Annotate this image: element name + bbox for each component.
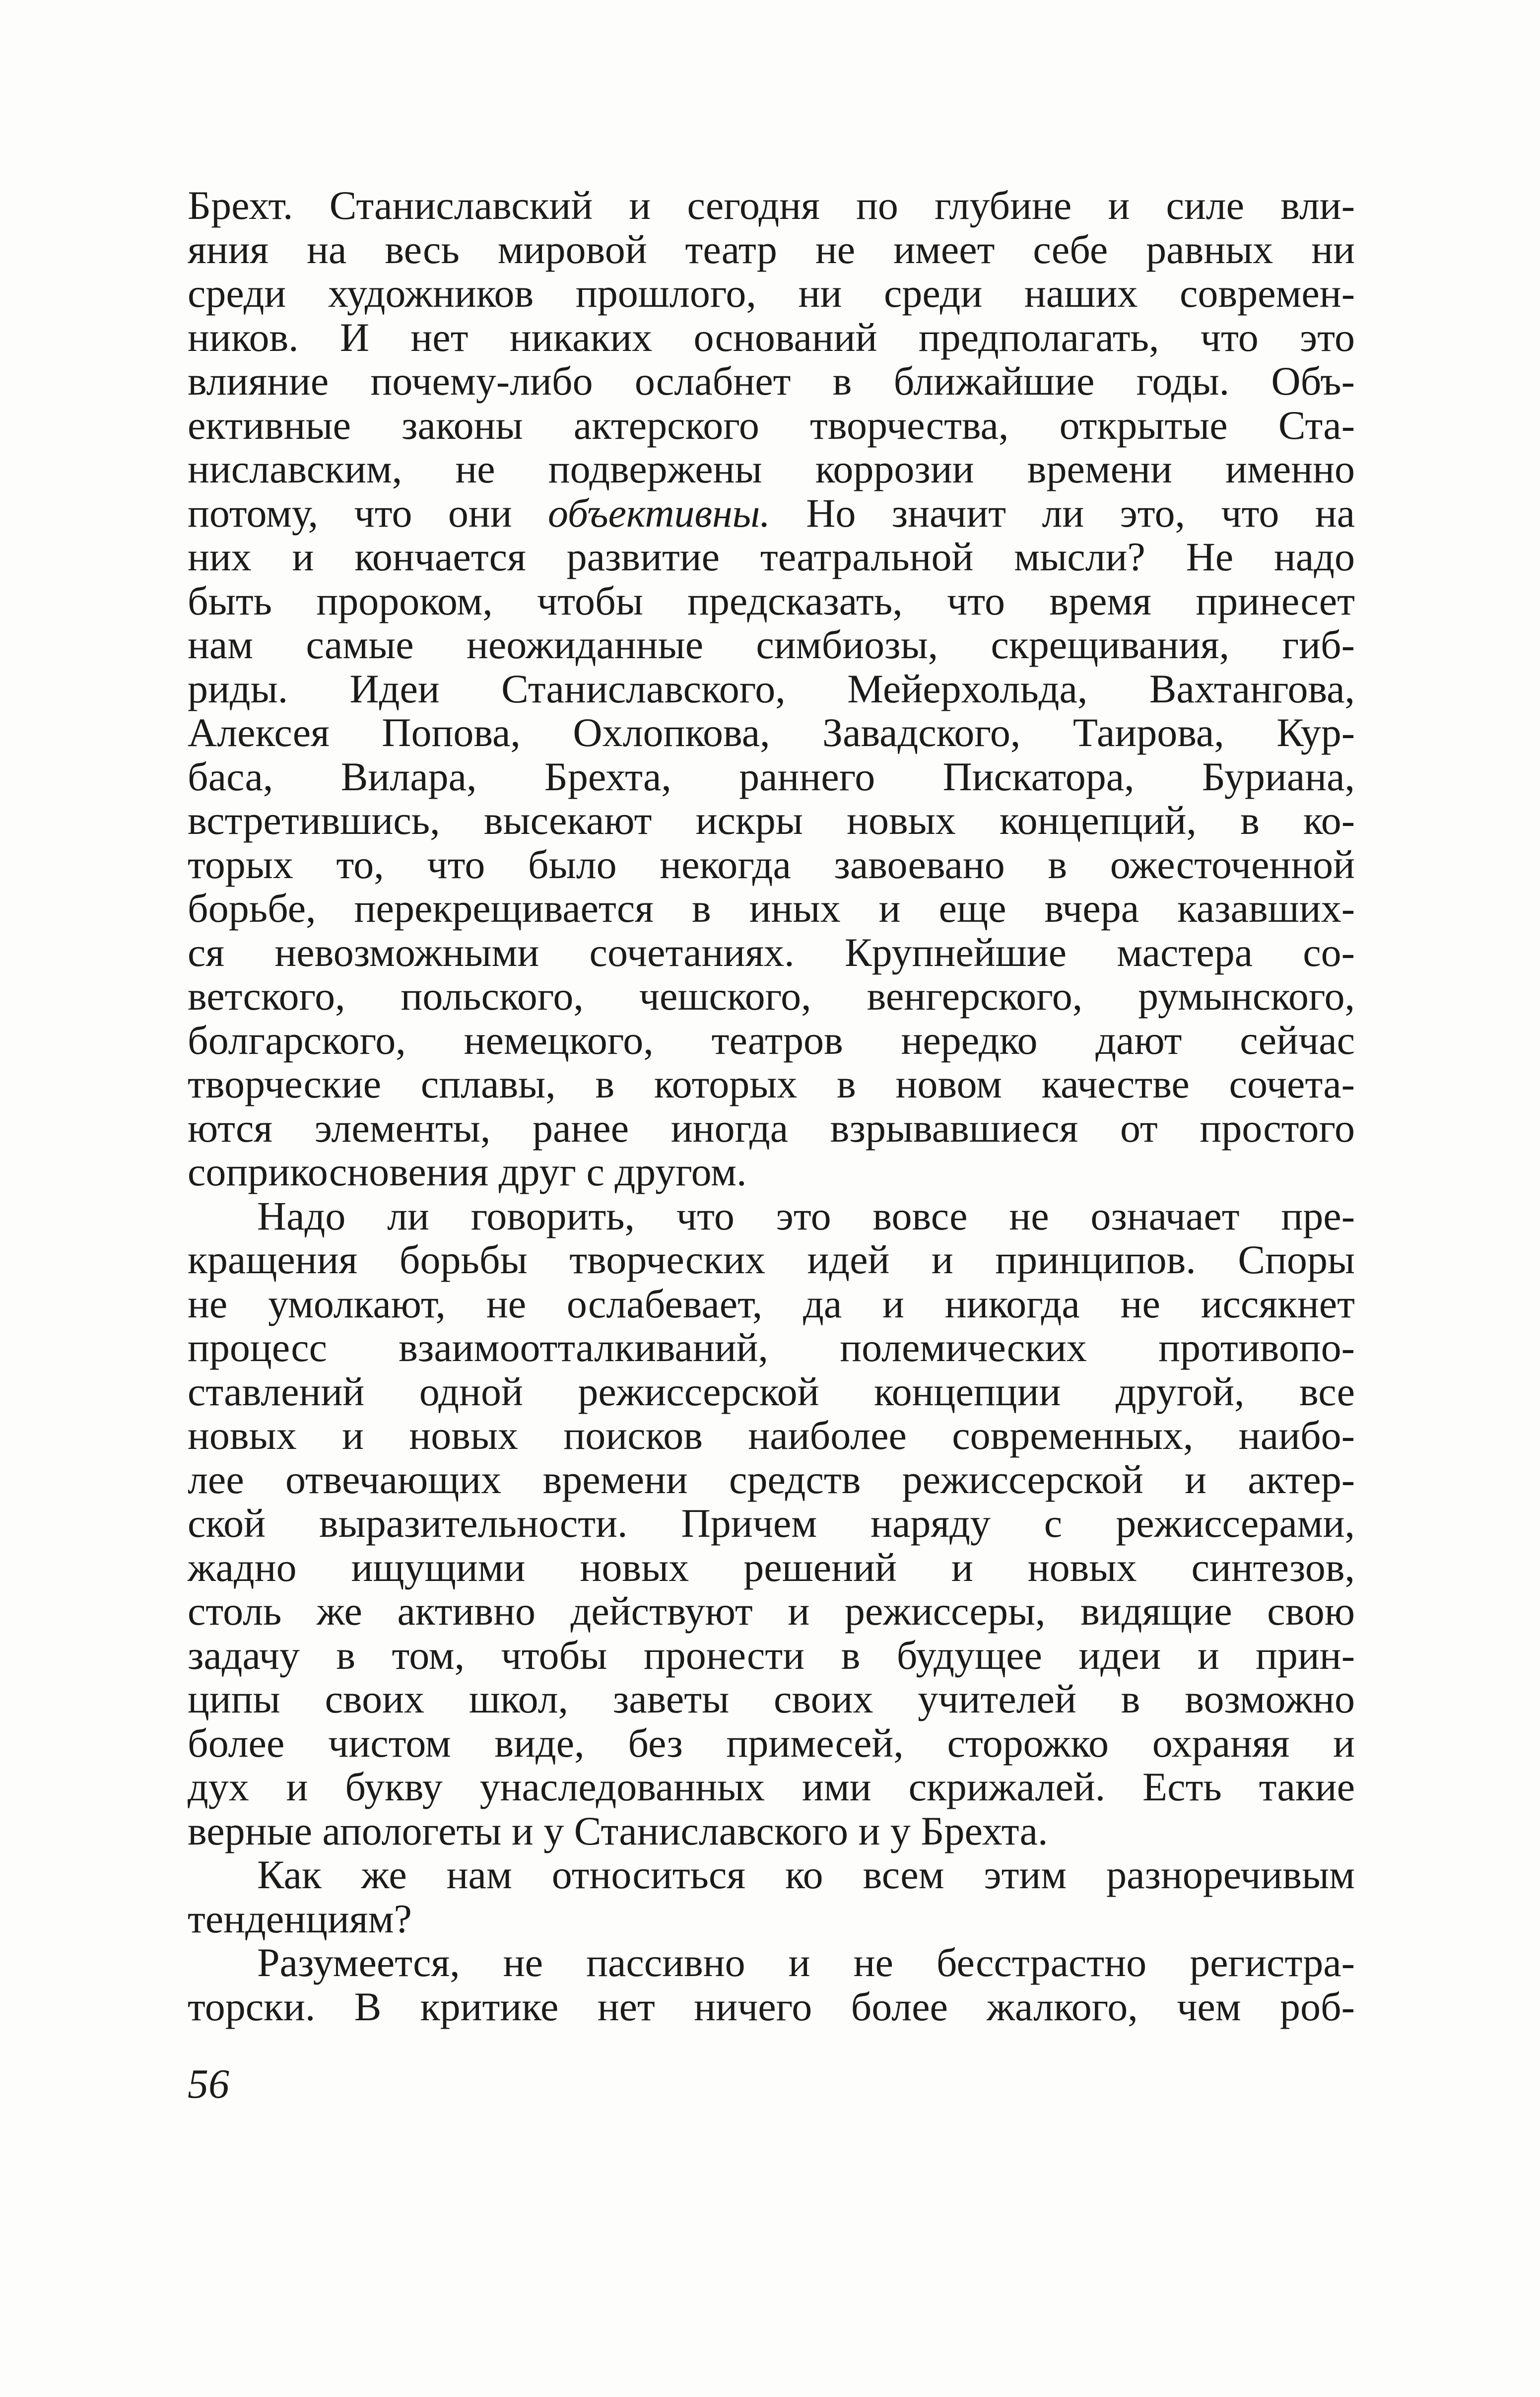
text-line: не умолкают, не ослабевает, да и никогда не иссякнет bbox=[188, 1281, 1355, 1326]
text-line: баса, Вилара, Брехта, раннего Пискатора, Буриана, bbox=[188, 753, 1355, 799]
paragraph-4 bbox=[188, 1941, 1355, 2029]
text-line: соприкосновения друг с другом. bbox=[188, 1149, 747, 1194]
text-line: Как же нам относиться ко всем этим разноречивым bbox=[257, 1852, 1355, 1897]
page-number: 56 bbox=[188, 2061, 229, 2107]
text-line: Надо ли говорить, что это вовсе не означает пре- bbox=[257, 1193, 1355, 1238]
text-line: среди художников прошлого, ни среди наших современ- bbox=[188, 271, 1355, 316]
text-line: ципы своих школ, заветы своих учителей в возможно bbox=[188, 1676, 1355, 1721]
text-line: борьбе, перекрещивается в иных и еще вчера казавших- bbox=[188, 886, 1355, 931]
text-line: дух и букву унаследованных ими скрижалей. Есть такие bbox=[188, 1764, 1355, 1809]
text-line: ников. И нет никаких оснований предполагать, что это bbox=[188, 314, 1355, 360]
text-line: потому, что они объективны. Но значит ли это, что на bbox=[188, 490, 1355, 536]
text-line: жадно ищущими новых решений и новых синтезов, bbox=[188, 1544, 1355, 1590]
text-line: них и кончается развитие театральной мысли? Не надо bbox=[188, 534, 1355, 579]
text-line: быть пророком, чтобы предсказать, что время принесет bbox=[188, 578, 1355, 623]
text-line: нам самые неожиданные симбиозы, скрещивания, гиб- bbox=[188, 622, 1355, 667]
text-line: встретившись, высекают искры новых концепций, в ко- bbox=[188, 798, 1355, 843]
text-line: кращения борьбы творческих идей и принципов. Споры bbox=[188, 1237, 1355, 1282]
text-line: Брехт. Станиславский и сегодня по глубине и силе вли- bbox=[188, 183, 1355, 228]
text-line: влияние почему-либо ослабнет в ближайшие годы. Объ- bbox=[188, 358, 1355, 404]
text-line: ся невозможными сочетаниях. Крупнейшие мастера со- bbox=[188, 929, 1355, 975]
paragraph-3 bbox=[188, 1853, 1355, 1941]
paragraph-1 bbox=[188, 184, 1355, 1194]
text-line: яния на весь мировой театр не имеет себе равных ни bbox=[188, 226, 1355, 272]
text-line: тенденциям? bbox=[188, 1896, 412, 1941]
paragraph-2 bbox=[188, 1194, 1355, 1853]
text-line: ются элементы, ранее иногда взрывавшиеся от простого bbox=[188, 1105, 1355, 1151]
text-line: болгарского, немецкого, театров нередко дают сейчас bbox=[188, 1017, 1355, 1063]
text-line: ветского, польского, чешского, венгерского, румынского, bbox=[188, 973, 1355, 1019]
text-line: торых то, что было некогда завоевано в ожесточенной bbox=[188, 841, 1355, 887]
text-line: задачу в том, чтобы пронести в будущее идеи и прин- bbox=[188, 1632, 1355, 1678]
text-line: ставлений одной режиссерской концепции другой, все bbox=[188, 1369, 1355, 1414]
text-line: новых и новых поисков наиболее современных, наибо- bbox=[188, 1413, 1355, 1458]
text-line: Алексея Попова, Охлопкова, Завадского, Таирова, Кур- bbox=[188, 710, 1355, 755]
text-line: более чистом виде, без примесей, сторожко охраняя и bbox=[188, 1720, 1355, 1766]
text-line: лее отвечающих времени средств режиссерской и актер- bbox=[188, 1456, 1355, 1502]
text-line: столь же активно действуют и режиссеры, видящие свою bbox=[188, 1588, 1355, 1634]
text-line: ской выразительности. Причем наряду с режиссерами, bbox=[188, 1501, 1355, 1546]
text-line: творческие сплавы, в которых в новом качестве сочета- bbox=[188, 1061, 1355, 1106]
text-line: процесс взаимоотталкиваний, полемических противопо- bbox=[188, 1325, 1355, 1370]
text-line: риды. Идеи Станиславского, Мейерхольда, Вахтангова, bbox=[188, 666, 1355, 711]
body-text bbox=[188, 184, 1355, 2029]
text-line: ективные законы актерского творчества, открытые Ста- bbox=[188, 402, 1355, 448]
text-line: верные апологеты и у Станиславского и у Брехта. bbox=[188, 1808, 1048, 1853]
text-line: ниславским, не подвержены коррозии времени именно bbox=[188, 446, 1355, 491]
text-line: Разумеется, не пассивно и не бесстрастно регистра- bbox=[257, 1940, 1355, 1985]
text-line: торски. В критике нет ничего более жалкого, чем роб- bbox=[188, 1984, 1355, 2029]
